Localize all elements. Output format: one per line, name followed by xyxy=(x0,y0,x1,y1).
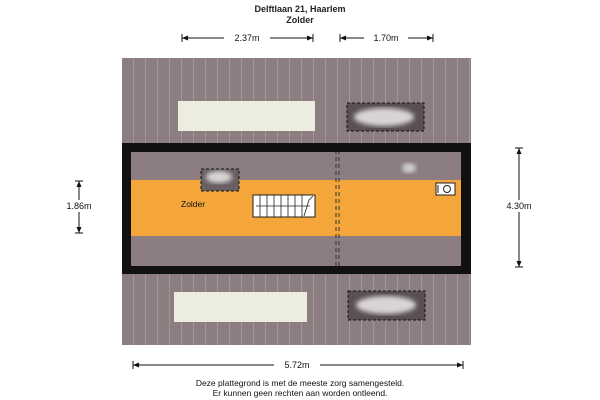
interior-window xyxy=(201,169,239,191)
dimension-top-right-label: 1.70m xyxy=(373,33,399,43)
floor-title: Zolder xyxy=(286,15,314,25)
wall-right xyxy=(461,143,471,274)
boiler-icon xyxy=(436,183,455,195)
dimension-left-label: 1.86m xyxy=(66,201,92,211)
address-title: Delftlaan 21, Haarlem xyxy=(254,4,346,14)
roof-window-bottom-right xyxy=(348,291,425,320)
interior-lower xyxy=(131,236,461,266)
dimension-right-label: 4.30m xyxy=(506,201,532,211)
wall-left xyxy=(122,143,131,274)
dimension-bottom-label: 5.72m xyxy=(284,360,310,370)
disclaimer-line-1: Deze plattegrond is met de meeste zorg samengesteld. xyxy=(195,378,405,388)
dimension-top-left-label: 2.37m xyxy=(234,33,260,43)
wall-bottom xyxy=(122,266,471,274)
skylight-bottom-left xyxy=(174,292,307,322)
wall-top xyxy=(122,143,471,152)
roof-window-top-right xyxy=(347,103,424,131)
vent xyxy=(402,163,416,173)
skylight-top-left xyxy=(178,101,315,131)
staircase xyxy=(253,195,315,217)
disclaimer-line-2: Er kunnen geen rechten aan worden ontleend. xyxy=(212,388,388,398)
room-label: Zolder xyxy=(181,199,206,209)
